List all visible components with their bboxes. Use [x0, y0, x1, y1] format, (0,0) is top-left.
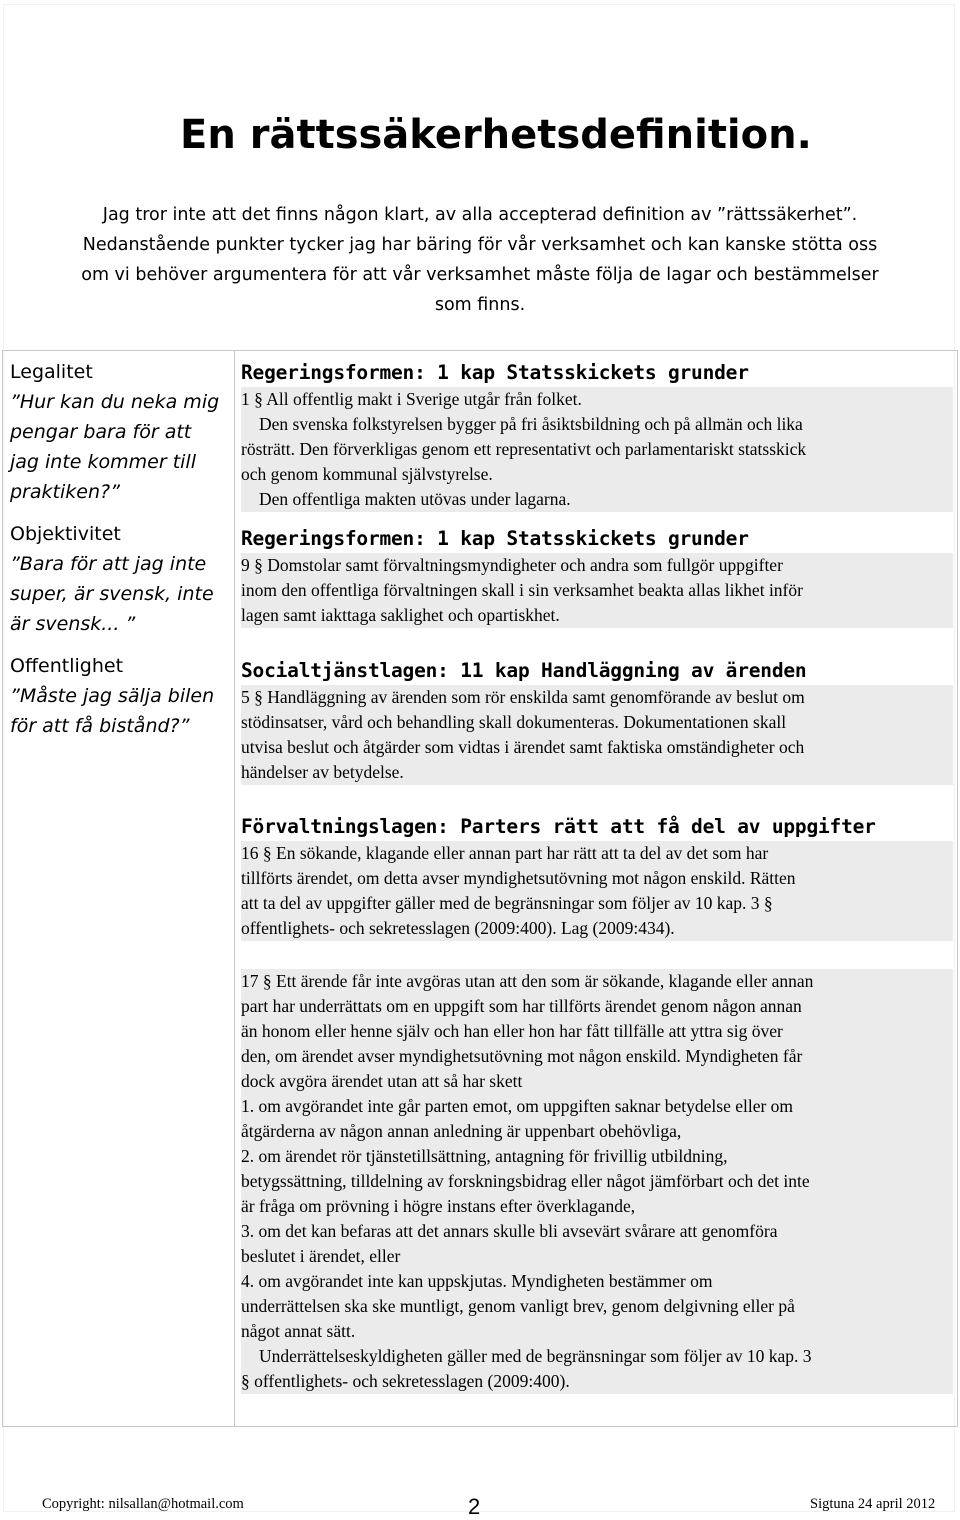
law-line: beslutet i ärendet, eller	[241, 1246, 401, 1266]
law-line: 1 § All offentlig makt i Sverige utgår från folket.	[241, 389, 582, 409]
law-line: än honom eller henne själv och han eller hon har fått tillfälle att yttra sig över	[241, 1021, 783, 1041]
document-title: En rättssäkerhetsdefinition.	[180, 112, 812, 158]
law-text	[241, 969, 953, 1394]
law-line: offentlighets- och sekretesslagen (2009:400). Lag (2009:434).	[241, 918, 675, 938]
topic-name: Legalitet	[10, 361, 93, 383]
question-line: pengar bara för att	[10, 421, 192, 443]
law-line: betygssättning, tilldelning av forskningsbidrag eller något jämförbart och det inte	[241, 1171, 810, 1191]
law-line: part har underrättats om en uppgift som har tillförts ärendet genom någon annan	[241, 996, 802, 1016]
topic-question	[10, 387, 234, 507]
intro-paragraph	[10, 200, 950, 320]
question-line: är svensk... ”	[10, 613, 136, 635]
law-line: 9 § Domstolar samt förvaltningsmyndigheter och andra som fullgör uppgifter	[241, 555, 783, 575]
law-line: dock avgöra ärendet utan att så har skett	[241, 1071, 523, 1091]
law-line: Den offentliga makten utövas under lagarna.	[259, 489, 571, 509]
law-line: § offentlighets- och sekretesslagen (2009:400).	[241, 1371, 570, 1391]
law-text	[241, 553, 953, 628]
law-line: 5 § Handläggning av ärenden som rör enskilda samt genomförande av beslut om	[241, 687, 805, 707]
law-regeringsformen-9	[241, 525, 953, 628]
law-line: tillförts ärendet, om detta avser myndighetsutövning mot någon enskild. Rätten	[241, 868, 796, 888]
question-line: för att få bistånd?”	[10, 715, 190, 737]
footer-place-date: Sigtuna 24 april 2012	[810, 1496, 936, 1512]
law-line: 3. om det kan befaras att det annars skulle bli avsevärt svårare att genomföra	[241, 1221, 778, 1241]
law-line: och genom kommunal självstyrelse.	[241, 464, 493, 484]
question-line: super, är svensk, inte	[10, 583, 214, 605]
laws-column	[234, 350, 958, 1427]
law-line: underrättelsen ska ske muntligt, genom vanligt brev, genom delgivning eller på	[241, 1296, 795, 1316]
law-heading: Regeringsformen: 1 kap Statsskickets grunder	[241, 527, 749, 550]
law-heading: Regeringsformen: 1 kap Statsskickets grunder	[241, 361, 749, 384]
question-line: ”Hur kan du neka mig	[10, 391, 220, 413]
question-line: ”Bara för att jag inte	[10, 553, 207, 575]
law-line: att ta del av uppgifter gäller med de begränsningar som följer av 10 kap. 3 §	[241, 893, 773, 913]
topic-name: Objektivitet	[10, 523, 121, 545]
law-line: är fråga om prövning i högre instans efter överklagande,	[241, 1196, 636, 1216]
law-line: Den svenska folkstyrelsen bygger på fri åsiktsbildning och på allmän och lika	[259, 414, 803, 434]
topic-legalitet	[10, 357, 234, 507]
law-line: inom den offentliga förvaltningen skall i sin verksamhet beakta allas likhet inför	[241, 580, 803, 600]
law-forvaltningslagen-17	[241, 969, 953, 1394]
law-line: rösträtt. Den förverkligas genom ett representativt och parlamentariskt statsskick	[241, 439, 807, 459]
topic-objektivitet	[10, 519, 234, 639]
law-text	[241, 685, 953, 785]
law-regeringsformen-1	[241, 359, 953, 512]
law-line: Underrättelseskyldigheten gäller med de begränsningar som följer av 10 kap. 3	[259, 1346, 812, 1366]
law-line: utvisa beslut och åtgärder som vidtas i ärendet samt faktiska omständigheter och	[241, 737, 805, 757]
page-number: 2	[468, 1494, 481, 1519]
topic-question	[10, 681, 234, 741]
intro-line: som finns.	[434, 295, 526, 315]
intro-line: om vi behöver argumentera för att vår verksamhet måste följa de lagar och bestämmelser	[81, 265, 879, 285]
law-line: händelser av betydelse.	[241, 762, 404, 782]
law-text	[241, 841, 953, 941]
footer-copyright: Copyright: nilsallan@hotmail.com	[42, 1496, 244, 1512]
topic-question	[10, 549, 234, 639]
question-line: jag inte kommer till	[10, 451, 196, 473]
law-line: stödinsatser, vård och behandling skall dokumenteras. Dokumentationen skall	[241, 712, 787, 732]
law-line: 17 § Ett ärende får inte avgöras utan att den som är sökande, klagande eller annan	[241, 971, 814, 991]
law-forvaltningslagen-16	[241, 813, 953, 941]
law-line: 4. om avgörandet inte kan uppskjutas. Myndigheten bestämmer om	[241, 1271, 713, 1291]
law-line: något annat sätt.	[241, 1321, 356, 1341]
law-socialtjanstlagen	[241, 657, 953, 785]
law-line: åtgärderna av någon annan anledning är uppenbart obehövliga,	[241, 1121, 682, 1141]
intro-line: Jag tror inte att det finns någon klart, av alla accepterad definition av ”rättssäkerhet”.	[102, 205, 858, 225]
topic-name: Offentlighet	[10, 655, 124, 677]
law-heading: Socialtjänstlagen: 11 kap Handläggning av ärenden	[241, 659, 807, 682]
question-line: praktiken?”	[10, 481, 120, 503]
law-heading: Förvaltningslagen: Parters rätt att få del av uppgifter	[241, 815, 876, 838]
topic-offentlighet	[10, 651, 234, 741]
principles-column	[2, 350, 235, 1427]
law-line: den, om ärendet avser myndighetsutövning mot någon enskild. Myndigheten får	[241, 1046, 803, 1066]
law-line: lagen samt iakttaga saklighet och opartiskhet.	[241, 605, 560, 625]
law-line: 2. om ärendet rör tjänstetillsättning, antagning för frivillig utbildning,	[241, 1146, 728, 1166]
law-text	[241, 387, 953, 512]
law-line: 1. om avgörandet inte går parten emot, om uppgiften saknar betydelse eller om	[241, 1096, 794, 1116]
law-line: 16 § En sökande, klagande eller annan part har rätt att ta del av det som har	[241, 843, 769, 863]
question-line: ”Måste jag sälja bilen	[10, 685, 215, 707]
intro-line: Nedanstående punkter tycker jag har bäring för vår verksamhet och kan kanske stötta oss	[82, 235, 878, 255]
